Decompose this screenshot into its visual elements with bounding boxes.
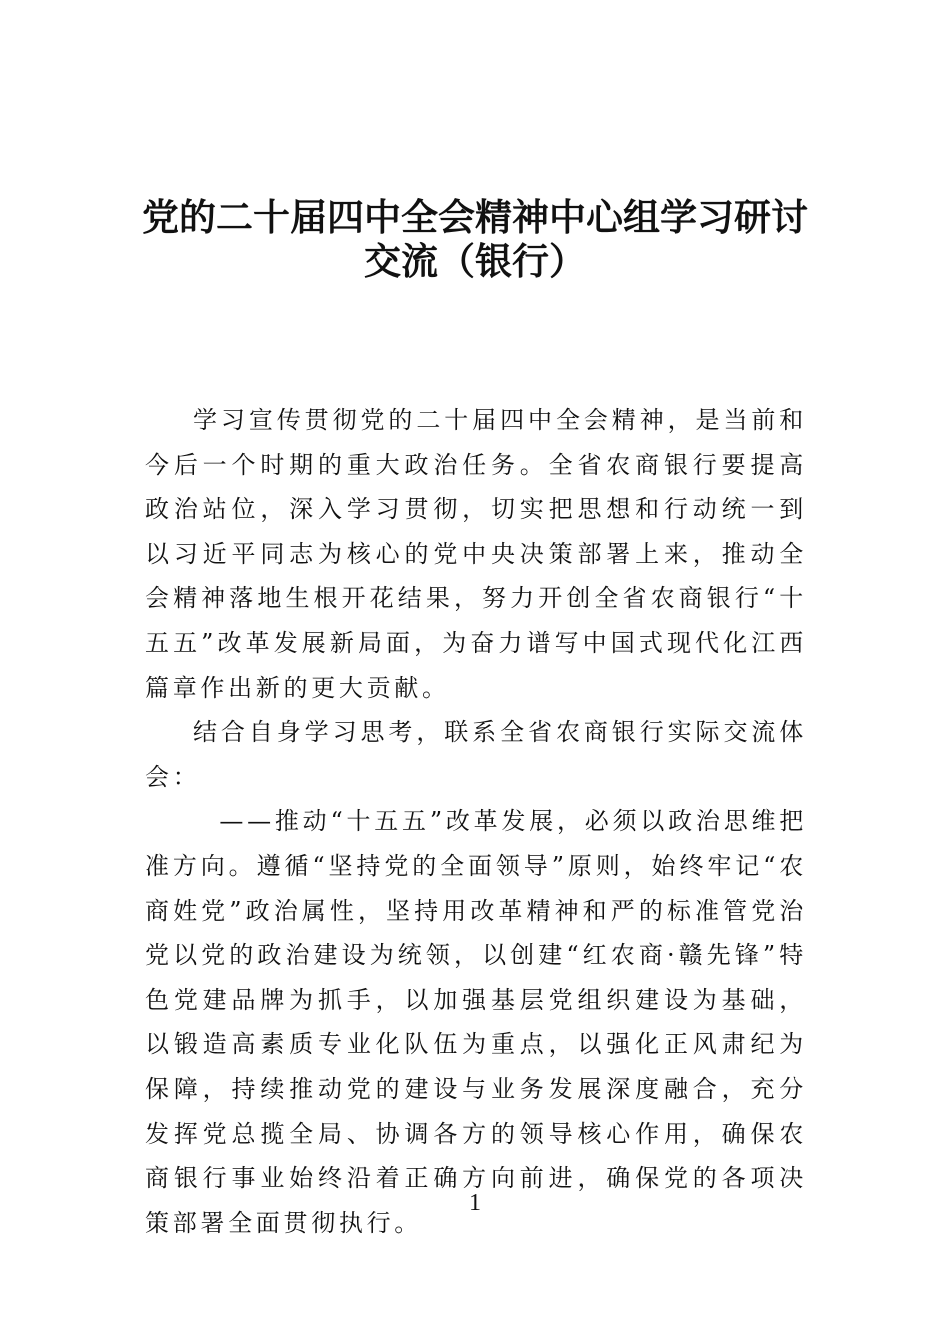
paragraph-point-one: ——推动“十五五”改革发展，必须以政治思维把准方向。遵循“坚持党的全面领导”原则，始终牢记“农商姓党”政治属性，坚持用改革精神和严的标准管党治党以党的政治建设为统领，以创建“红农商·赣先锋”特色党建品牌为抓手，以加强基层党组织建设为基础，以锻造高素质专业化队伍为重点，以强化正风肃纪为保障，持续推动党的建设与业务发展深度融合，充分发挥党总揽全局、协调各方的领导核心作用，确保农商银行事业始终沿着正确方向前进，确保党的各项决策部署全面贯彻执行。	[145, 807, 807, 1237]
document-title-line-1: 党的二十届四中全会精神中心组学习研讨	[142, 196, 808, 239]
document-body	[145, 398, 807, 1245]
document-title-line-2: 交流（银行）	[364, 240, 586, 283]
paragraph-intro: 学习宣传贯彻党的二十届四中全会精神，是当前和今后一个时期的重大政治任务。全省农商银行要提高政治站位，深入学习贯彻，切实把思想和行动统一到以习近平同志为核心的党中央决策部署上来，推动全会精神落地生根开花结果，努力开创全省农商银行“十五五”改革发展新局面，为奋力谱写中国式现代化江西篇章作出新的更大贡献。	[145, 406, 807, 702]
paragraph-transition: 结合自身学习思考，联系全省农商银行实际交流体会：	[145, 718, 807, 791]
page-number: 1	[469, 1190, 481, 1216]
